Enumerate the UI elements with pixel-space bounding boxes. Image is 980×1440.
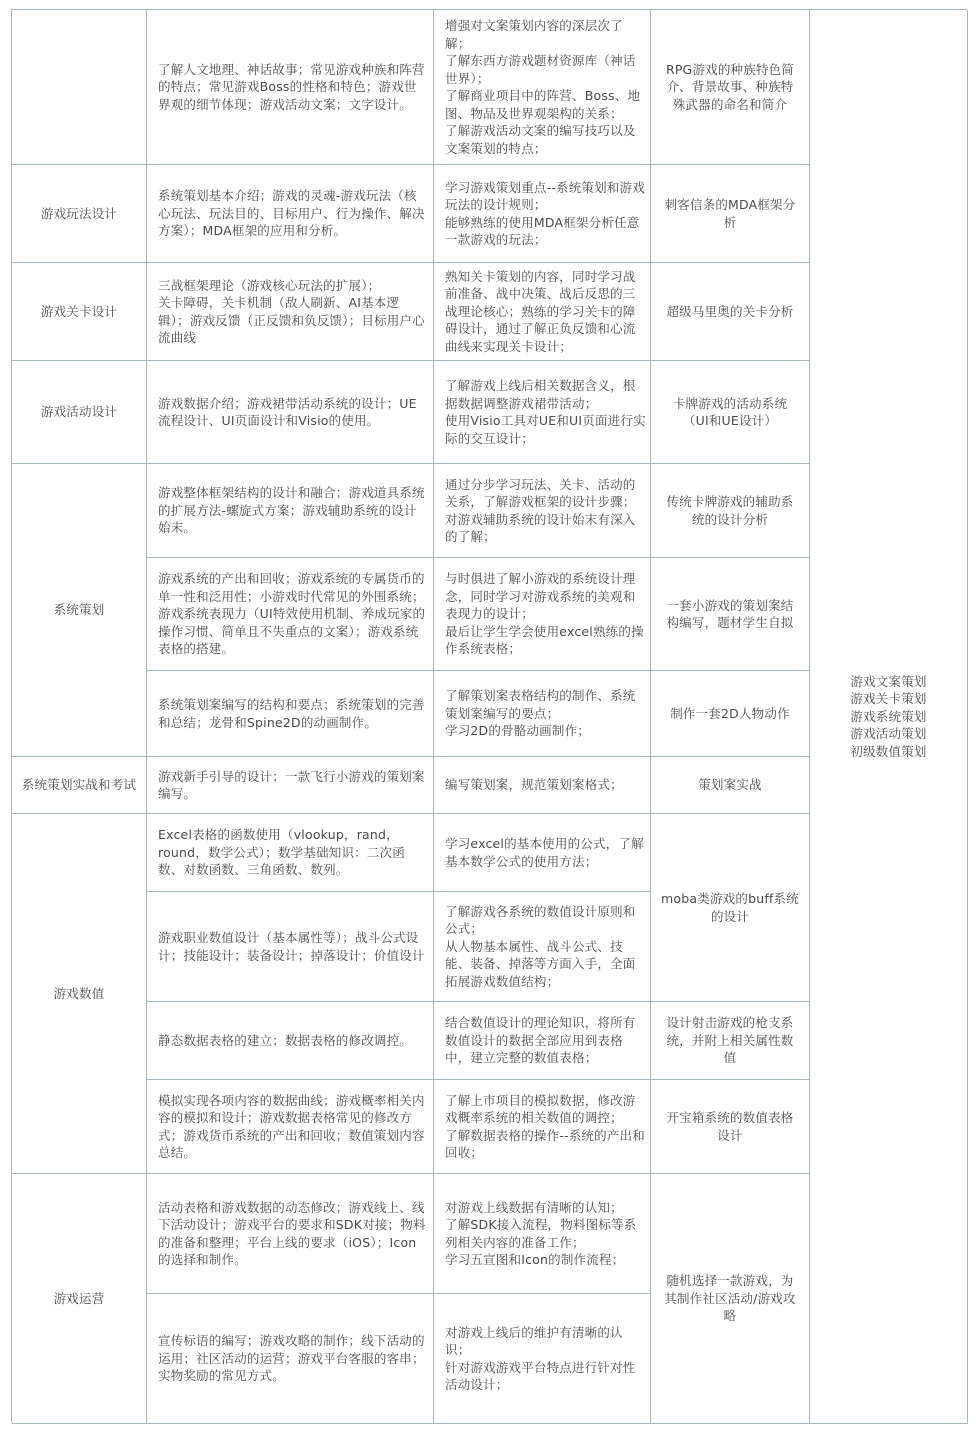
module-cell: [12, 757, 147, 814]
goal-text: 对游戏上线数据有清晰的认知； 了解SDK接入流程，物料图标等系列相关内容的准备工作； 学习五宣图和Icon的制作流程；: [445, 1199, 637, 1267]
project-text: moba类游戏的buff系统的设计: [661, 891, 799, 924]
project-cell: [651, 10, 810, 165]
content-text: 游戏整体框架结构的设计和融合；游戏道具系统的扩展方法-螺旋式方案；游戏辅助系统的设计始末。: [158, 485, 425, 536]
goal-text: 对游戏上线后的维护有清晰的认识； 针对游戏游戏平台特点进行针对性活动设计；: [445, 1324, 636, 1392]
project-text: 超级马里奥的关卡分析: [666, 303, 794, 319]
content-cell: [147, 671, 434, 757]
content-text: 系统策划基本介绍；游戏的灵魂-游戏玩法（核心玩法、玩法目的、目标用户、行为操作、解决方案）；MDA框架的应用和分析。: [158, 188, 425, 239]
module-label: 系统策划实战和考试: [21, 777, 137, 793]
project-text: 制作一套2D人物动作: [670, 705, 790, 721]
project-cell: [651, 464, 810, 558]
content-text: 了解人文地理、神话故事；常见游戏种族和阵营的特点；常见游戏Boss的性格和特色；游戏世界观的细节体现；游戏活动文案；文字设计。: [158, 61, 425, 112]
content-text: 模拟实现各项内容的数据曲线；游戏概率相关内容的模拟和设计；游戏数据表格常见的修改方式；游戏货币系统的产出和回收；数值策划内容总结。: [158, 1092, 425, 1160]
module-label: 游戏关卡设计: [40, 303, 118, 319]
project-text: 随机选择一款游戏，为其制作社区活动/游戏攻略: [664, 1273, 796, 1324]
module-cell: [12, 814, 147, 1174]
content-text: 游戏职业数值设计（基本属性等）；战斗公式设计；技能设计；装备设计；掉落设计；价值设计: [158, 930, 425, 963]
module-label: 游戏活动设计: [40, 404, 118, 420]
project-cell: [651, 558, 810, 671]
curriculum-table: [11, 9, 967, 1423]
content-cell: [147, 757, 434, 814]
goal-cell: [434, 1294, 651, 1424]
project-cell: [651, 165, 810, 263]
project-cell: [651, 814, 810, 1002]
project-cell: [651, 671, 810, 757]
content-cell: [147, 464, 434, 558]
project-cell: [651, 263, 810, 361]
goal-cell: [434, 671, 651, 757]
goal-cell: [434, 165, 651, 263]
content-text: 静态数据表格的建立；数据表格的修改调控。: [158, 1032, 413, 1048]
goal-text: 了解游戏各系统的数值设计原则和公式； 从人物基本属性、战斗公式、技能、装备、掉落等方面入手，全面拓展游戏数值结构；: [445, 903, 636, 989]
module-cell: [12, 1174, 147, 1424]
goal-cell: [434, 1174, 651, 1294]
outcome-text: 游戏文案策划 游戏关卡策划 游戏系统策划 游戏活动策划 初级数值策划: [850, 673, 927, 759]
content-cell: [147, 1174, 434, 1294]
goal-text: 通过分步学习玩法、关卡、活动的关系，了解游戏框架的设计步骤； 对游戏辅助系统的设计始末有深入的了解；: [445, 476, 636, 544]
module-cell: [12, 10, 147, 165]
content-text: 三战框架理论（游戏核心玩法的扩展）； 关卡障碍，关卡机制（敌人刷新、AI基本逻辑）；游戏反馈（正反馈和负反馈）；目标用户心流曲线: [158, 277, 425, 345]
goal-cell: [434, 263, 651, 361]
goal-cell: [434, 558, 651, 671]
content-text: 宣传标语的编写；游戏攻略的制作；线下活动的运用；社区活动的运营；游戏平台客服的客串；实物奖励的常见方式。: [158, 1333, 425, 1384]
content-cell: [147, 165, 434, 263]
project-text: 开宝箱系统的数值表格设计: [666, 1110, 794, 1143]
project-text: RPG游戏的种族特色简介、背景故事、种族特殊武器的命名和简介: [665, 61, 795, 112]
goal-cell: [434, 464, 651, 558]
module-cell: [12, 263, 147, 361]
goal-text: 与时俱进了解小游戏的系统设计理念，同时学习对游戏系统的美观和表现力的设计； 最后让学生学会使用excel熟练的操作系统表格；: [445, 571, 644, 657]
module-cell: [12, 361, 147, 464]
content-text: Excel表格的函数使用（vlookup，rand，round，数学公式）；数学基础知识：二次函数、对数函数、三角函数、数列。: [158, 827, 405, 878]
goal-cell: [434, 10, 651, 165]
content-text: 游戏数据介绍；游戏裙带活动系统的设计；UE流程设计、UI页面设计和Visio的使用。: [158, 395, 417, 428]
module-label: 游戏运营: [53, 1290, 105, 1306]
content-cell: [147, 814, 434, 892]
outcome-cell: [810, 10, 968, 1424]
project-cell: [651, 361, 810, 464]
content-text: 活动表格和游戏数据的动态修改；游戏线上、线下活动设计；游戏平台的要求和SDK对接；物料的准备和整理；平台上线的要求（iOS）；Icon的选择和制作。: [158, 1199, 426, 1267]
content-cell: [147, 558, 434, 671]
content-cell: [147, 263, 434, 361]
project-text: 卡牌游戏的活动系统（UI和UE设计）: [672, 395, 788, 428]
project-text: 一套小游戏的策划案结构编写，题材学生自拟: [666, 597, 794, 630]
goal-text: 了解策划案表格结构的制作、系统策划案编写的要点； 学习2D的骨骼动画制作；: [445, 688, 636, 739]
goal-text: 熟知关卡策划的内容，同时学习战前准备、战中决策、战后反思的三战理论核心；熟练的学习关卡的障碍设计，通过了解正负反馈和心流曲线来实现关卡设计；: [445, 268, 636, 354]
goal-text: 了解游戏上线后相关数据含义，根据数据调整游戏裙带活动； 使用Visio工具对UE和UI页面进行实际的交互设计；: [445, 378, 646, 446]
module-label: 系统策划: [53, 602, 105, 618]
goal-cell: [434, 757, 651, 814]
goal-text: 学习游戏策划重点--系统策划和游戏玩法的设计规则； 能够熟练的使用MDA框架分析任意一款游戏的玩法；: [445, 179, 645, 247]
module-cell: [12, 165, 147, 263]
module-label: 游戏数值: [53, 985, 105, 1001]
project-text: 刺客信条的MDA框架分析: [664, 197, 796, 230]
project-text: 传统卡牌游戏的辅助系统的设计分析: [666, 494, 794, 527]
content-text: 游戏新手引导的设计；一款飞行小游戏的策划案编写。: [158, 768, 425, 801]
goal-cell: [434, 1002, 651, 1080]
content-text: 游戏系统的产出和回收；游戏系统的专属货币的单一性和泛用性；小游戏时代常见的外围系统；游戏系统表现力（UI特效使用机制、养成玩家的操作习惯、简单且不失重点的文案）；游戏系统表格的搭建。: [158, 571, 426, 657]
content-text: 系统策划案编写的结构和要点；系统策划的完善和总结；龙骨和Spine2D的动画制作。: [158, 697, 425, 730]
project-cell: [651, 757, 810, 814]
goal-text: 增强对文案策划内容的深层次了解； 了解东西方游戏题材资源库（神话世界）； 了解商业项目中的阵营、Boss、地图、物品及世界观架构的关系； 了解游戏活动文案的编写技巧以及文案策划的特点；: [445, 18, 641, 156]
project-cell: [651, 1002, 810, 1080]
goal-text: 结合数值设计的理论知识，将所有数值设计的数据全部应用到表格中，建立完整的数值表格；: [445, 1015, 636, 1066]
content-cell: [147, 361, 434, 464]
content-cell: [147, 1002, 434, 1080]
content-cell: [147, 1294, 434, 1424]
goal-cell: [434, 1080, 651, 1174]
content-cell: [147, 10, 434, 165]
goal-text: 学习excel的基本使用的公式，了解基本数学公式的使用方法；: [445, 836, 644, 869]
goal-cell: [434, 892, 651, 1002]
module-label: 游戏玩法设计: [40, 205, 118, 221]
goal-text: 了解上市项目的模拟数据，修改游戏概率系统的相关数值的调控； 了解数据表格的操作--系统的产出和回收；: [445, 1092, 645, 1160]
content-cell: [147, 892, 434, 1002]
goal-cell: [434, 361, 651, 464]
goal-text: 编写策划案，规范策划案格式；: [445, 777, 623, 793]
content-cell: [147, 1080, 434, 1174]
project-text: 策划案实战: [698, 777, 762, 793]
project-cell: [651, 1080, 810, 1174]
project-cell: [651, 1174, 810, 1424]
goal-cell: [434, 814, 651, 892]
project-text: 设计射击游戏的枪支系统，并附上相关属性数值: [666, 1015, 794, 1066]
module-cell: [12, 464, 147, 757]
